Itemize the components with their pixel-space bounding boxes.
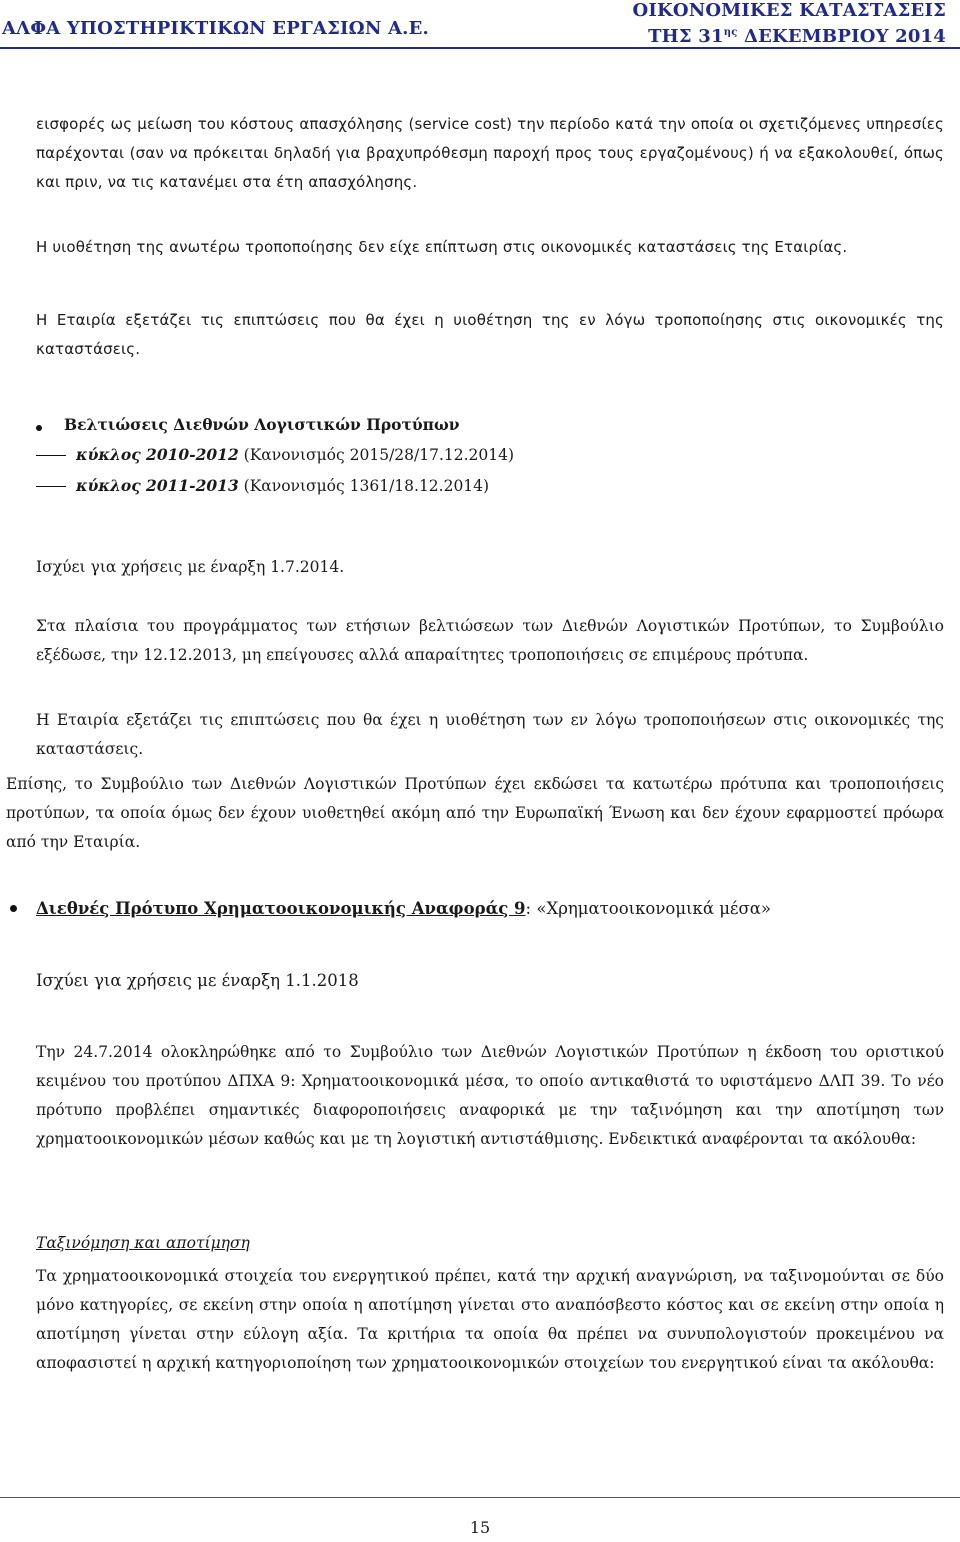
paragraph-service-cost: εισφορές ως μείωση του κόστους απασχόλησης (service cost) την περίοδο κατά την οποία οι σχετιζόμενες υπηρεσίες παρέχονται (σαν να πρόκειται δηλαδή για βραχυπρόθεσμη παροχή προς τους εργαζομένους) ή να εξακολουθεί, όπως και πριν, να τις κατανέμει στα έτη απασχόλησης. xyxy=(36,115,944,191)
dash-icon xyxy=(36,486,66,487)
title-line-2: ΤΗΣ $31^{\eta\varsigma}$ ΔΕΚΕΜΒΡΙΟΥ 2014 xyxy=(648,26,946,47)
header-divider xyxy=(0,47,960,49)
improvement-cycle-2010-2012: κύκλος 2010-2012 (Κανονισμός 2015/28/17.12.2014) xyxy=(76,445,515,464)
page-number: 15 xyxy=(469,1518,491,1537)
ifrs9-heading: Διεθνές Πρότυπο Χρηματοοικονομικής Αναφοράς 9: «Χρηματοοικονομικά μέσα» xyxy=(36,899,771,918)
document-title xyxy=(632,0,946,48)
paragraph-not-yet-endorsed: Επίσης, το Συμβούλιο των Διεθνών Λογιστικών Προτύπων έχει εκδώσει τα κατωτέρω πρότυπα και τροποποιήσεις προτύπων, τα οποία όμως δεν έχουν υιοθετηθεί ακόμη από την Ευρωπαϊκή Ένωση και δεν έχουν εφαρμοστεί πρόωρα από την Εταιρία. xyxy=(6,775,944,851)
improvement-cycle-2011-2013: κύκλος 2011-2013 (Κανονισμός 1361/18.12.2014) xyxy=(76,476,490,495)
title-line-1: ΟΙΚΟΝΟΜΙΚΕΣ ΚΑΤΑΣΤΑΣΕΙΣ xyxy=(632,0,946,21)
paragraph-classification: Τα χρηματοοικονομικά στοιχεία του ενεργητικού πρέπει, κατά την αρχική αναγνώριση, να ταξινομούνται σε δύο μόνο κατηγορίες, σε εκείνη στην οποία η αποτίμηση γίνεται στο αναπόσβεστο κόστος και σε εκείνη στην οποία η αποτίμηση γίνεται στην εύλογη αξία. Τα κριτήρια τα οποία θα πρέπει να συνυπολογιστούν προκειμένου να αποφασιστεί η αρχική κατηγοριοποίηση των χρηματοοικονομικών στοιχείων του ενεργητικού είναι τα ακόλουθα: xyxy=(36,1267,944,1372)
bullet-icon xyxy=(36,425,42,431)
improvements-effective-date: Ισχύει για χρήσεις με έναρξη 1.7.2014. xyxy=(36,558,345,576)
ifrs9-effective-date: Ισχύει για χρήσεις με έναρξη 1.1.2018 xyxy=(36,971,359,990)
paragraph-adoption-no-impact: Η υιοθέτηση της ανωτέρω τροποποίησης δεν είχε επίπτωση στις οικονομικές καταστάσεις της Εταιρίας. xyxy=(36,238,848,256)
improvements-heading: Βελτιώσεις Διεθνών Λογιστικών Προτύπων xyxy=(64,415,460,434)
footer-divider xyxy=(0,1497,960,1498)
paragraph-annual-improvements: Στα πλαίσια του προγράμματος των ετήσιων βελτιώσεων των Διεθνών Λογιστικών Προτύπων, το Συμβούλιο εξέδωσε, την 12.12.2013, μη επείγουσες αλλά απαραίτητες τροποποιήσεις σε επιμέρους πρότυπα. xyxy=(36,617,944,664)
company-name: ΑΛΦΑ ΥΠΟΣΤΗΡΙΚΤΙΚΩΝ ΕΡΓΑΣΙΩΝ Α.Ε. xyxy=(2,18,430,39)
paragraph-examining-effects: Η Εταιρία εξετάζει τις επιπτώσεις που θα έχει η υιοθέτηση της εν λόγω τροποποίησης στις οικονομικές της καταστάσεις. xyxy=(36,311,944,358)
bullet-icon xyxy=(10,905,17,912)
subheading-classification-measurement: Ταξινόμηση και αποτίμηση xyxy=(36,1234,250,1252)
paragraph-ifrs9-issuance: Την 24.7.2014 ολοκληρώθηκε από το Συμβούλιο των Διεθνών Λογιστικών Προτύπων η έκδοση του οριστικού κειμένου του προτύπου ΔΠΧΑ 9: Χρηματοοικονομικά μέσα, το οποίο αντικαθιστά το υφιστάμενο ΔΛΠ 39. Το νέο πρότυπο προβλέπει σημαντικές διαφοροποιήσεις αναφορικά με την ταξινόμηση και την αποτίμηση των χρηματοοικονομικών μέσων καθώς και με τη λογιστική αντιστάθμισης. Ενδεικτικά αναφέρονται τα ακόλουθα: xyxy=(36,1043,944,1148)
dash-icon xyxy=(36,455,66,456)
paragraph-improvements-effects: Η Εταιρία εξετάζει τις επιπτώσεις που θα έχει η υιοθέτηση των εν λόγω τροποποιήσεων στις οικονομικές της καταστάσεις. xyxy=(36,711,944,758)
